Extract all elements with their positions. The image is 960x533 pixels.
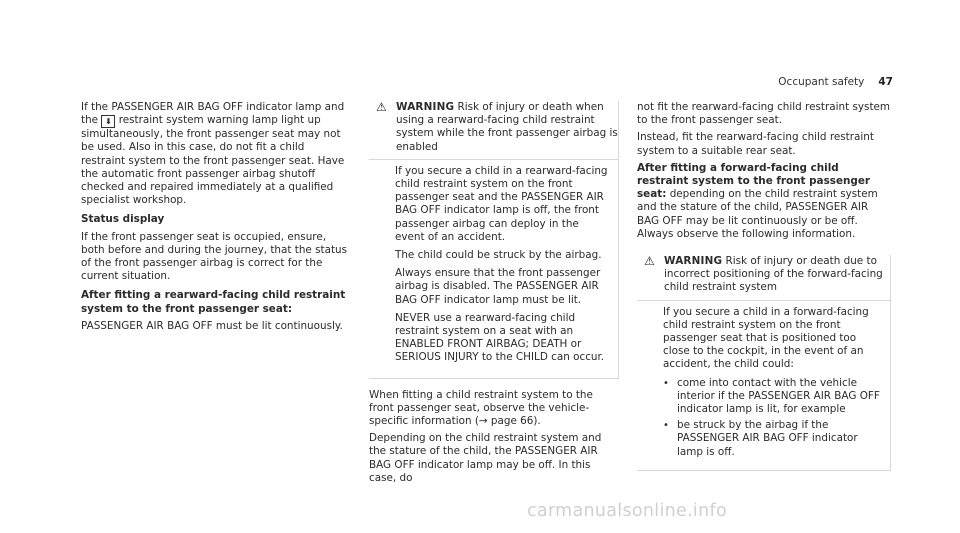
rearward-heading: After fitting a rearward-facing child restraint system to the front passenger seat: [81, 289, 346, 315]
rearward-text: PASSENGER AIR BAG OFF must be lit continuously. [81, 319, 343, 332]
warning-title: WARNING [664, 255, 723, 268]
watermark: carmanualsonline.info [527, 501, 727, 521]
status-display-heading: Status display [81, 213, 165, 226]
warning-body-paragraph: If you secure a child in a rearward-facing child restraint system on the front passenger seat and the PASSENGER AIR BAG OFF indicator lamp is off, the front passenger airbag can deploy in the event of an accident. [395, 164, 608, 243]
continuation-text: not fit the rearward-facing child restraint system to the front passenger seat. [637, 101, 891, 127]
bullet-list [663, 377, 882, 459]
page-header [778, 76, 893, 89]
warning-body-paragraph: NEVER use a rearward-facing child restraint system on a seat with an ENABLED FRONT AIRBAG; DEATH or SERIOUS INJURY to the CHILD can occur. [395, 311, 605, 364]
page-number: 47 [878, 76, 893, 88]
divider [369, 159, 618, 160]
bullet-icon: • [663, 420, 669, 432]
status-display-text: If the front passenger seat is occupied, ensure, both before and during the journey, that the status of the front passenger airbag is correct for the current situation. [81, 230, 348, 283]
warning-triangle-icon: ⚠ [644, 254, 655, 269]
warning-box-rearward [369, 101, 619, 379]
warning-headline: Risk of injury or death when using a rearward-facing child restraint system while the front passenger airbag is enabled [396, 101, 618, 153]
forward-heading: After fitting a forward-facing child restraint system to the front passenger seat: [637, 161, 870, 201]
stature-text: Depending on the child restraint system and the stature of the child, the PASSENGER AIR BAG OFF indicator lamp may be off. In this case, do [369, 432, 602, 484]
column-left [81, 101, 351, 337]
warning-body-paragraph: If you secure a child in a forward-facing child restraint system on the front passenger seat that is positioned too close to the cockpit, in the event of an accident, the child could: [663, 305, 869, 371]
instead-text: Instead, fit the rearward-facing child restraint system to a suitable rear seat. [637, 131, 874, 157]
forward-text: depending on the child restraint system and the stature of the child, PASSENGER AIR BAG OFF may be lit continuously or be off. Always observe the following information. [637, 188, 878, 240]
list-item: • come into contact with the vehicle interior if the PASSENGER AIR BAG OFF indicator lamp is lit, for example [663, 376, 880, 416]
forward-facing-paragraph [637, 162, 891, 241]
vehicle-specific-info-text: When fitting a child restraint system to the front passenger seat, observe the vehicle-specific information (→ page 66). [369, 388, 593, 428]
warning-body-paragraph: The child could be struck by the airbag. [395, 249, 602, 262]
divider [637, 300, 890, 301]
paragraph-indicator-lamp: If the PASSENGER AIR BAG OFF indicator lamp and the ⬇ restraint system warning lamp light up simultaneously, the front passenger seat may not be used. Also in this case, do not fit a child restraint system to the front passenger seat. Have the automatic front passenger airbag shutoff checked and repaired immediately at a qualified specialist workshop. [81, 101, 345, 207]
warning-body-paragraph: Always ensure that the front passenger airbag is disabled. The PASSENGER AIR BAG OFF indicator lamp must be lit. [395, 267, 601, 306]
column-middle [369, 101, 619, 489]
warning-headline: Risk of injury or death due to incorrect positioning of the forward-facing child restraint system [664, 255, 883, 294]
bullet-icon: • [663, 377, 669, 389]
list-item: • be struck by the airbag if the PASSENGER AIR BAG OFF indicator lamp is off. [663, 419, 858, 458]
section-title: Occupant safety [778, 76, 865, 88]
warning-triangle-icon: ⚠ [376, 100, 387, 114]
warning-title: WARNING [396, 101, 455, 113]
seat-child-icon: ⬇ [101, 115, 115, 128]
warning-box-forward [637, 255, 891, 471]
column-right [637, 101, 891, 481]
